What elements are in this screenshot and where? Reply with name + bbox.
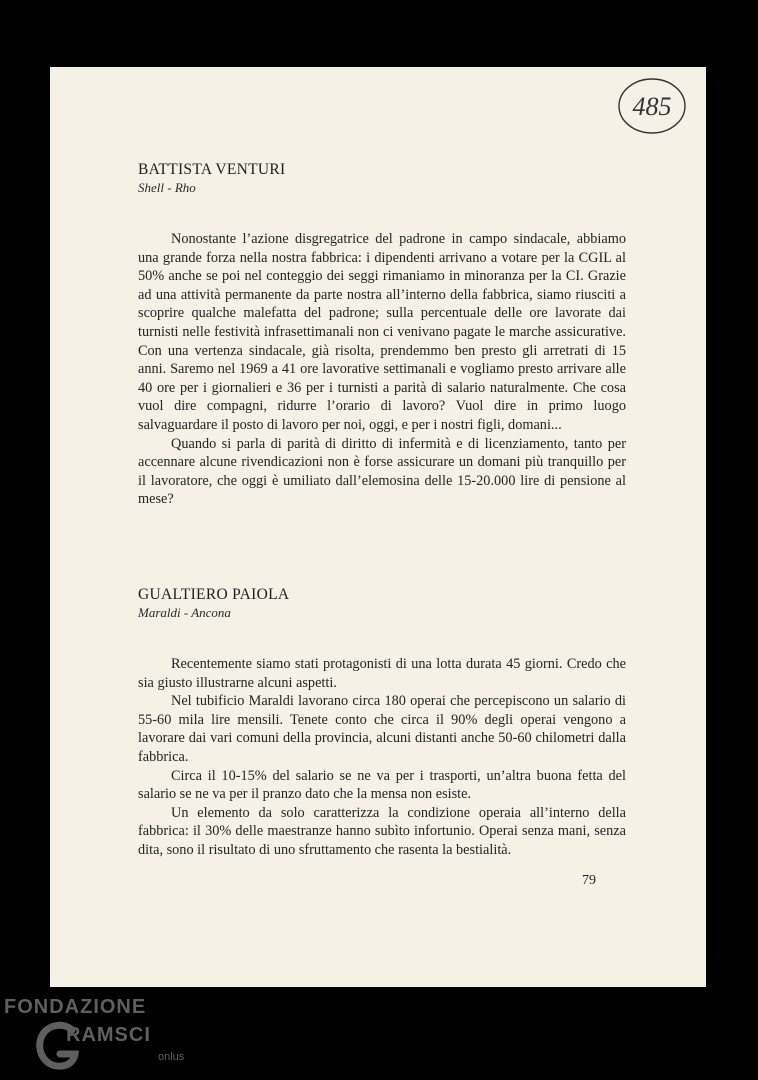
page-number: 79 [582,873,596,888]
author-affiliation: Shell - Rho [138,180,196,195]
section-body [138,655,626,860]
handwritten-page-annotation [616,75,688,137]
handwritten-number-text: 485 [632,92,672,121]
handwritten-circle-icon [616,75,688,137]
paragraph: Circa il 10-15% del salario se ne va per i trasporti, un’altra buona fetta del salario se ne va per il pranzo dato che la mensa non esiste. [138,767,626,803]
paragraph: Nonostante l’azione disgregatrice del padrone in campo sindacale, abbiamo una grande forza nella nostra fabbrica: i dipendenti arrivano a votare per la CGIL al 50% anche se poi nel conteggio dei seggi rimaniamo in minoranza per la CI. Grazie ad una attività permanente da parte nostra all’interno della fabbrica, siamo riusciti a scoprire qualche malefatta del padrone; sulla percentuale delle ore lavorate dai turnisti nelle festività infrasettimanali non ci venivano pagate le marche assicurative. Con una vertenza sindacale, già risolta, prendemmo ben presto gli arretrati di 15 anni. Saremo nel 1969 a 41 ore lavorative settimanali e vogliamo presto arrivare alle 40 ore per i giornalieri e 36 per i turnisti a parità di salario naturalmente. Che cosa vuol dire compagni, ridurre l’orario di lavoro? Vuol dire in primo luogo salvaguardare il posto di lavoro per noi, oggi, e per i nostri figli, domani... [138,231,626,433]
logo-line2: RAMSCI [66,1024,151,1046]
logo-line1: FONDAZIONE [4,996,147,1018]
paragraph: Quando si parla di parità di diritto di infermità e di licenziamento, tanto per accennare alcune rivendicazioni non è forse assicurare un domani più tranquillo per il lavoratore, che oggi è umiliato dall’elemosina delle 15-20.000 lire di pensione al mese? [138,435,626,508]
document-page [50,67,706,987]
fondazione-gramsci-logo [4,996,204,1076]
section-body [138,230,626,509]
logo-suffix: onlus [158,1051,185,1063]
section-gualtiero-paiola [138,586,626,860]
author-affiliation: Maraldi - Ancona [138,605,231,620]
paragraph: Recentemente siamo stati protagonisti di una lotta durata 45 giorni. Credo che sia giusto illustrarne alcuni aspetti. [138,656,626,691]
author-name: BATTISTA VENTURI [138,161,286,178]
paragraph: Nel tubificio Maraldi lavorano circa 180 operai che percepiscono un salario di 55-60 mila lire mensili. Tenete conto che circa il 90% degli operai vengono a lavorare dai vari comuni della provincia, alcuni distanti anche 50-60 chilometri dalla fabbrica. [138,693,626,765]
section-battista-venturi [138,161,626,509]
author-name: GUALTIERO PAIOLA [138,586,290,603]
paragraph: Un elemento da solo caratterizza la condizione operaia all’interno della fabbrica: il 30% delle maestranze hanno subìto infortunio. Operai senza mani, senza dita, sono il risultato di uno sfruttamento che rasenta la bestialità. [138,804,626,858]
